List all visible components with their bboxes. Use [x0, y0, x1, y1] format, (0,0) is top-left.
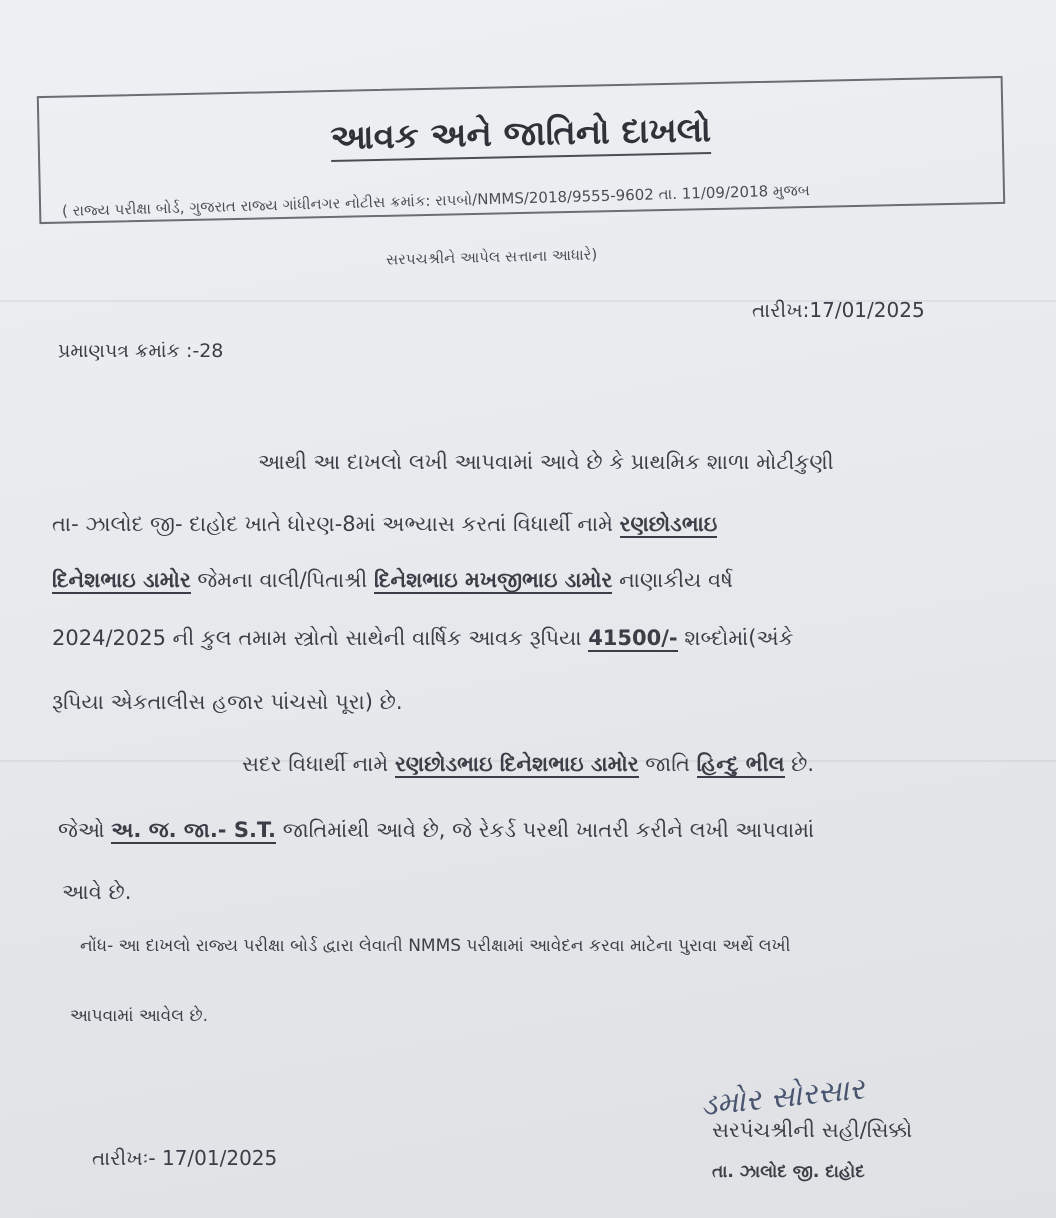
- para2-line3: આવે છે.: [62, 880, 132, 904]
- guardian-name: દિનેશભાઇ મખજીભાઇ ડામોર: [373, 568, 613, 592]
- handwritten-signature: ડમોર સોરસાર: [698, 1071, 867, 1124]
- annual-income: 41500/-: [588, 626, 678, 650]
- date-top: તારીખ:17/01/2025: [752, 298, 925, 322]
- para2-line1: સદર વિધાર્થી નામે રણછોડભાઇ દિનેશભાઇ ડામોર જાતિ હિન્દુ ભીલ છે.: [242, 752, 815, 776]
- signature-title: સરપંચશ્રીની સહી/સિક્કો: [712, 1118, 913, 1142]
- para1-line4: 2024/2025 ની કુલ તમામ સ્ત્રોતો સાથેની વાર્ષિક આવક રૂપિયા 41500/- શબ્દોમાં(અંકે: [52, 626, 794, 650]
- student-first-name: રણછોડભાઇ: [619, 512, 718, 536]
- caste: હિન્દુ ભીલ: [696, 752, 785, 776]
- caste-category: અ. જ. જા.- S.T.: [111, 818, 277, 842]
- para1-line5: રૂપિયા એકતાલીસ હજાર પાંચસો પૂરા) છે.: [52, 690, 403, 714]
- signature-place: તા. ઝાલોદ જી. દાહોદ: [712, 1162, 865, 1182]
- document-title: આવક અને જાતિનો દાખલો: [39, 104, 1002, 164]
- note-line2: આપવામાં આવેલ છે.: [70, 1006, 208, 1026]
- date-bottom: તારીખઃ- 17/01/2025: [92, 1146, 278, 1170]
- notice-reference-cont: સરપચશ્રીને આપેલ સત્તાના આધારે): [385, 245, 598, 269]
- certificate-number: પ્રમાણપત્ર ક્રમાંક :-28: [58, 340, 224, 362]
- student-surname: દિનેશભાઇ ડામોર: [52, 568, 191, 592]
- student-full-name: રણછોડભાઇ દિનેશભાઇ ડામોર: [394, 752, 639, 776]
- notice-reference: ( રાજ્ય પરીક્ષા બોર્ડ, ગુજરાત રાજ્ય ગાંધીનગર નોટીસ ક્રમાંક: રાપબો/NMMS/2018/9555-9602 તા. 11/09/2018 મુજબ: [61, 181, 810, 220]
- note-line1: નોંધ- આ દાખલો રાજ્ય પરીક્ષા બોર્ડ દ્વારા લેવાતી NMMS પરીક્ષામાં આવેદન કરવા માટેના પુરાવા અર્થે લખી: [80, 936, 791, 956]
- para1-line2: તા- ઝાલોદ જી- દાહોદ ખાતે ધોરણ-8માં અભ્યાસ કરતાં વિધાર્થી નામે રણછોડભાઇ: [52, 512, 718, 536]
- para1-line1: આથી આ દાખલો લખી આપવામાં આવે છે કે પ્રાથમિક શાળા મોટીકુણી: [258, 450, 834, 474]
- para2-line2: જેઓ અ. જ. જા.- S.T. જાતિમાંથી આવે છે, જે રેકર્ડ પરથી ખાતરી કરીને લખી આપવામાં: [58, 818, 815, 842]
- para1-line3: દિનેશભાઇ ડામોર જેમના વાલી/પિતાશ્રી દિનેશભાઇ મખજીભાઇ ડામોર નાણાકીય વર્ષ: [52, 568, 733, 592]
